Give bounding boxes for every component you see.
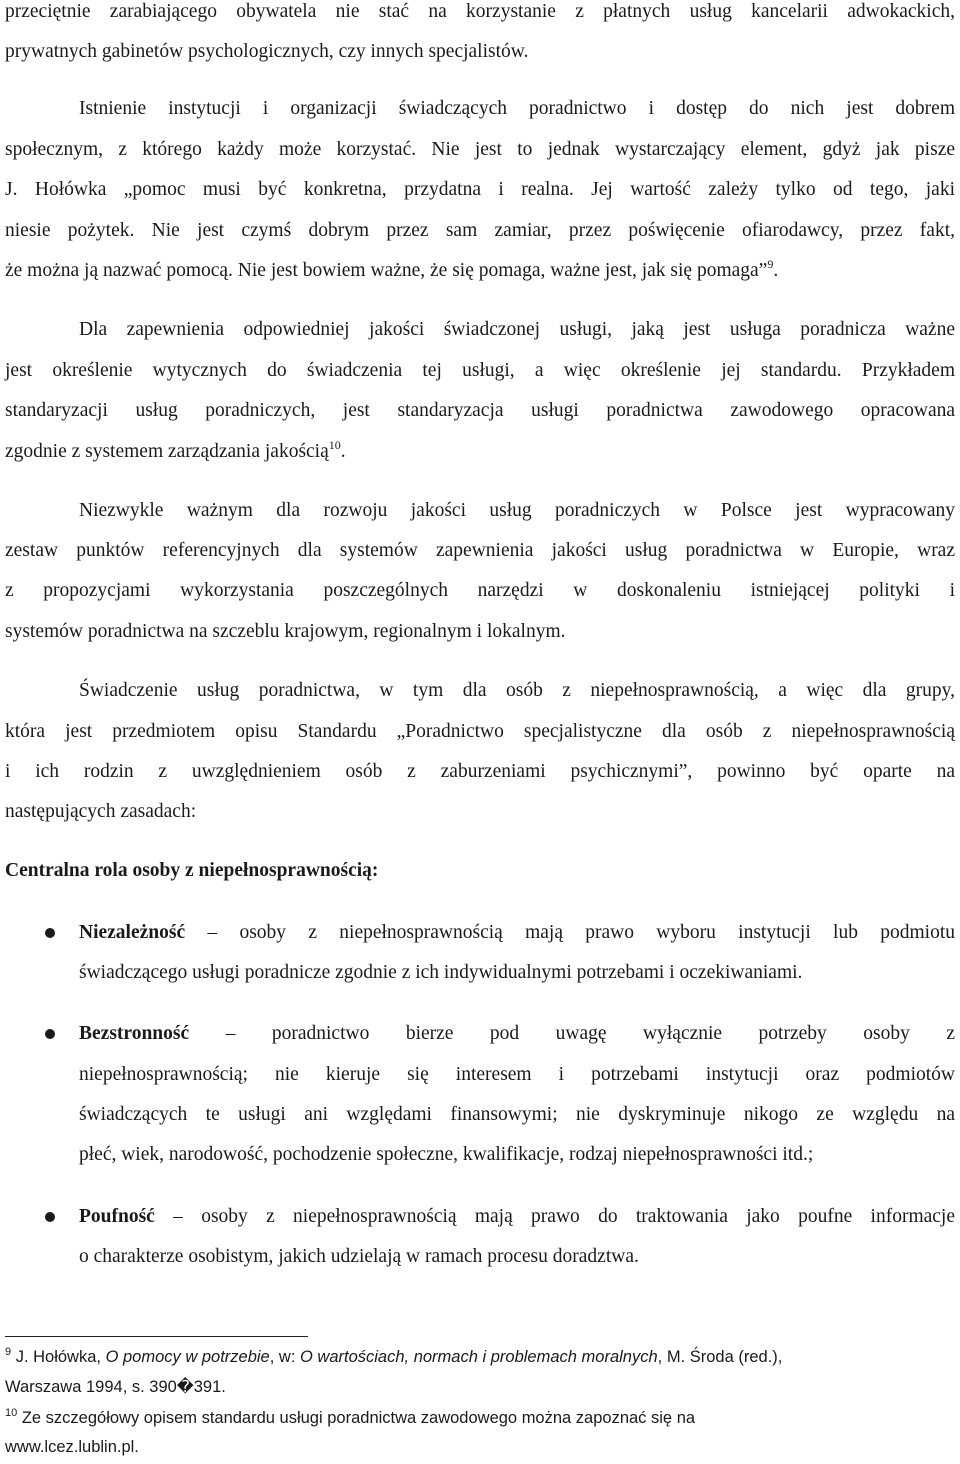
footnote-number: 9 <box>5 1346 12 1358</box>
footnote-title: O pomocy w potrzebie <box>105 1348 270 1366</box>
footnote-number: 10 <box>5 1407 18 1419</box>
paragraph-line: przeciętnie zarabiającego obywatela nie stać na korzystanie z płatnych usług kancelarii adwokackich, <box>5 1 955 22</box>
paragraph-line: niesie pożytek. Nie jest czymś dobrym przez sam zamiar, przez poświęcenie ofiarodawcy, przez fakt, <box>5 220 955 241</box>
paragraph-text: zgodnie z systemem zarządzania jakością <box>5 441 329 462</box>
paragraph-line: jest określenie wytycznych do świadczenia tej usługi, a więc określenie jej standardu. Przykładem <box>5 360 955 381</box>
paragraph-line: standaryzacji usług poradniczych, jest standaryzacja usługi poradnictwa zawodowego opracowana <box>5 400 955 421</box>
bullet-icon <box>45 928 55 938</box>
paragraph-line: zestaw punktów referencyjnych dla systemów zapewnienia jakości usług poradnictwa w Europie, wraz <box>5 540 955 561</box>
bullet-text: – osoby z niepełnosprawnością mają prawo do traktowania jako poufne informacje <box>154 1206 955 1227</box>
bullet-line: świadczącego usługi poradnicze zgodnie z ich indywidualnymi potrzebami i oczekiwaniami. <box>79 962 803 983</box>
paragraph-text: . <box>773 260 779 281</box>
footnote-title: O wartościach, normach i problemach moralnych <box>300 1348 658 1366</box>
footnote-separator <box>5 1336 308 1337</box>
bullet-term: Bezstronność <box>79 1023 190 1044</box>
paragraph-text: że można ją nazwać pomocą. Nie jest bowiem ważne, że się pomaga, ważne jest, jak się pomaga” <box>5 260 768 281</box>
paragraph-line: Świadczenie usług poradnictwa, w tym dla osób z niepełnosprawnością, a więc dla grupy, <box>79 680 955 701</box>
footnote-reference[interactable]: 10 <box>328 438 341 452</box>
bullet-term: Niezależność <box>79 922 186 943</box>
paragraph-line: która jest przedmiotem opisu Standardu „Poradnictwo specjalistyczne dla osób z niepełnosprawnością <box>5 721 955 742</box>
bullet-icon <box>45 1212 55 1222</box>
bullet-text: – poradnictwo bierze pod uwagę wyłącznie potrzeby osoby z <box>189 1023 955 1044</box>
bullet-line: o charakterze osobistym, jakich udzielają w ramach procesu doradztwa. <box>79 1246 639 1267</box>
section-heading: Centralna rola osoby z niepełnosprawnością: <box>5 860 379 881</box>
paragraph-line <box>5 259 955 284</box>
bullet-term: Poufność <box>79 1206 155 1227</box>
paragraph-line: systemów poradnictwa na szczeblu krajowym, regionalnym i lokalnym. <box>5 621 566 642</box>
paragraph-line: i ich rodzin z uwzględnieniem osób z zaburzeniami psychicznymi”, powinno być oparte na <box>5 761 955 782</box>
footnote-text: , w: <box>269 1348 300 1366</box>
footnote-text: , M. Środa (red.), <box>657 1348 783 1366</box>
footnote-text: Ze szczegółowy opisem standardu usługi poradnictwa zawodowego można zapoznać się na <box>17 1409 696 1427</box>
footnote-10 <box>5 1407 695 1431</box>
footnote-9-line2: Warszawa 1994, s. 390�391. <box>5 1378 226 1396</box>
paragraph-line: Istnienie instytucji i organizacji świadczących poradnictwo i dostęp do nich jest dobrem <box>79 98 955 119</box>
footnote-reference[interactable]: 9 <box>767 257 774 271</box>
bullet-icon <box>45 1029 55 1039</box>
paragraph-line <box>5 440 955 465</box>
bullet-line <box>79 921 955 945</box>
paragraph-line: społecznym, z którego każdy może korzystać. Nie jest to jednak wystarczający element, gdyż jak pisze <box>5 139 955 160</box>
bullet-line: niepełnosprawnością; nie kieruje się interesem i potrzebami instytucji oraz podmiotów <box>79 1064 955 1085</box>
bullet-line <box>79 1022 955 1046</box>
bullet-text: – osoby z niepełnosprawnością mają prawo wyboru instytucji lub podmiotu <box>185 922 955 943</box>
paragraph-line: prywatnych gabinetów psychologicznych, czy innych specjalistów. <box>5 41 529 62</box>
paragraph-line: J. Hołówka „pomoc musi być konkretna, przydatna i realna. Jej wartość zależy tylko od tego, jaki <box>5 179 955 200</box>
bullet-line: świadczących te usługi ani względami finansowymi; nie dyskryminuje nikogo ze względu na <box>79 1104 955 1125</box>
paragraph-line: Dla zapewnienia odpowiedniej jakości świadczonej usługi, jaką jest usługa poradnicza ważne <box>79 319 955 340</box>
bullet-line: płeć, wiek, narodowość, pochodzenie społeczne, kwalifikacje, rodzaj niepełnosprawności itd.; <box>79 1144 814 1165</box>
paragraph-line: następujących zasadach: <box>5 801 197 822</box>
footnote-9 <box>5 1346 782 1370</box>
paragraph-text: . <box>340 441 346 462</box>
footnote-link[interactable]: www.lcez.lublin.pl. <box>5 1438 139 1456</box>
paragraph-line: z propozycjami wykorzystania poszczególnych narzędzi w doskonaleniu istniejącej polityki i <box>5 580 955 601</box>
paragraph-line: Niezwykle ważnym dla rozwoju jakości usług poradniczych w Polsce jest wypracowany <box>79 500 955 521</box>
footnote-text: J. Hołówka, <box>11 1348 106 1366</box>
bullet-line <box>79 1205 955 1229</box>
